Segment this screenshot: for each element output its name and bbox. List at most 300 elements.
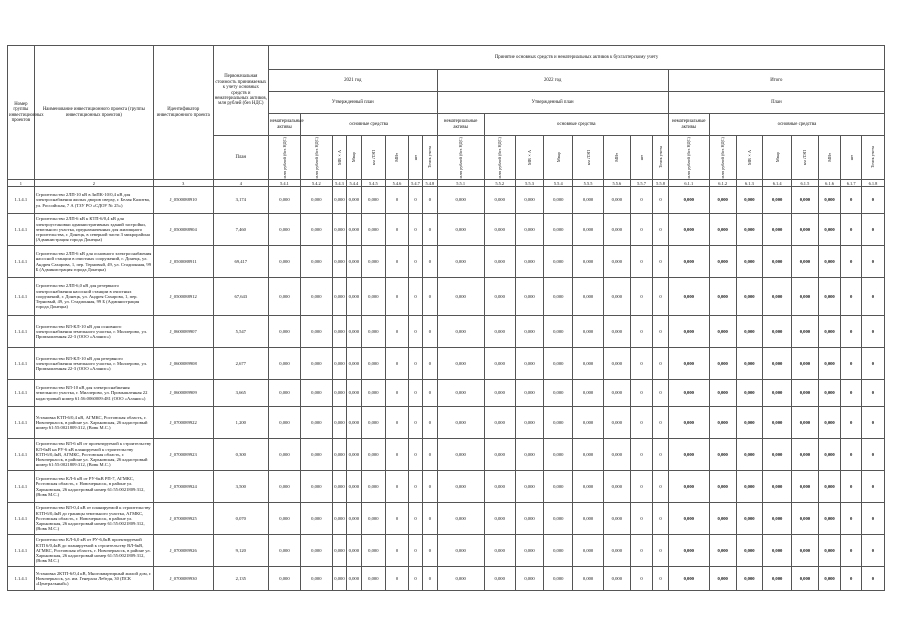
header-group-title: Принятие основных средств и нематериальных активов к бухгалтерскому учету (269, 46, 885, 70)
table-row (8, 214, 885, 246)
row-value-cell: 0,000 (361, 503, 386, 535)
header-fixed-assets-2022: основные средства (484, 114, 668, 136)
row-group-number: 1.1.4.1 (8, 503, 35, 535)
row-value-cell: 0 (653, 407, 668, 439)
unit-sht: шт (630, 136, 653, 180)
row-plan-cost: 2,135 (213, 567, 269, 591)
row-value-cell: 0,000 (709, 471, 736, 503)
row-value-cell: 0,000 (763, 278, 792, 316)
row-value-cell: 0,000 (544, 471, 573, 503)
unit-km: км ЛЭП (792, 136, 819, 180)
row-project-id: J_0500088904 (153, 214, 213, 246)
row-project-name: Строительство ВЛ-6 кВ от проектируемой к строительству КЛ-6кВ на РУ-6 кВ планируемой к строительству КТП-6/0,4кВ, АГМКС, Ростовская область, г. Новочеркасск, в районе ул. Харьковская, 26 кадастровый номер 61:55:0021809:312, (Вовк М.С.) (34, 439, 153, 471)
row-value-cell: 0,000 (269, 503, 301, 535)
row-plan-cost: 3,174 (213, 187, 269, 214)
row-value-cell: 0,000 (603, 503, 630, 535)
row-value-cell: 0,000 (736, 316, 763, 348)
row-project-name: Строительство КЛ-6 кВ от РУ-6кВ РП-7, АГМКС, Ростовская область, г. Новочеркасск, в районе ул. Харьковская, 26 кадастровый номер 61:55:0021809:312, (Вовк М.С.) (34, 471, 153, 503)
row-value-cell: 0,000 (818, 535, 841, 567)
row-value-cell: 0,000 (763, 407, 792, 439)
column-number: 5.5.3 (515, 180, 544, 187)
table-row (8, 407, 885, 439)
row-value-cell: 0 (841, 471, 862, 503)
row-value-cell: 0,000 (792, 567, 819, 591)
row-project-name: Строительство ВЛ-0,4 кВ от планируемой к строительству КТП-6/0,4кВ до границы земельного участка, АГМКС, Ростовская область, г. Новочеркасск, в районе ул. Харьковская, 26 кадастровый номер 61:55:0021809:312, (Вовк М.С.) (34, 503, 153, 535)
row-value-cell: 0 (841, 407, 862, 439)
row-project-id: J_0700089923 (153, 439, 213, 471)
row-value-cell: 0,000 (484, 316, 515, 348)
row-value-cell: 0,000 (269, 471, 301, 503)
row-value-cell: 0 (841, 380, 862, 407)
row-value-cell: 0 (653, 187, 668, 214)
row-value-cell: 0,000 (709, 380, 736, 407)
row-value-cell: 0 (653, 471, 668, 503)
row-value-cell: 0,000 (332, 503, 346, 535)
row-project-name: Строительство ВЛ-КЛ-10 кВ для основного электроснабжения земельного участка, г. Миллерово, ул. Промышленная 22-3 (ООО «Аланис») (34, 316, 153, 348)
row-value-cell: 0,000 (484, 278, 515, 316)
row-group-number: 1.1.4.1 (8, 316, 35, 348)
row-value-cell: 0,000 (484, 187, 515, 214)
row-value-cell: 0,000 (668, 567, 709, 591)
row-value-cell: 0 (386, 439, 409, 471)
row-value-cell: 0 (386, 246, 409, 278)
row-value-cell: 0,000 (603, 567, 630, 591)
unit-points: Точек учета (423, 136, 437, 180)
header-project-id: Идентификатор инвестиционного проекта (153, 46, 213, 180)
row-value-cell: 0,000 (269, 316, 301, 348)
unit-rub: млн рублей (без НДС) (484, 136, 515, 180)
row-value-cell: 0 (423, 380, 437, 407)
row-value-cell: 0,000 (361, 348, 386, 380)
row-value-cell: 0,000 (361, 246, 386, 278)
row-value-cell: 0,000 (792, 503, 819, 535)
column-number: 5.4.2 (300, 180, 332, 187)
row-value-cell: 0,000 (437, 439, 484, 471)
row-value-cell: 0,000 (668, 348, 709, 380)
row-value-cell: 0,000 (763, 380, 792, 407)
row-value-cell: 0 (386, 407, 409, 439)
row-value-cell: 0,000 (573, 348, 604, 380)
row-value-cell: 0,000 (332, 278, 346, 316)
row-value-cell: 0,000 (763, 567, 792, 591)
row-value-cell: 0,000 (792, 278, 819, 316)
row-value-cell: 0,000 (736, 535, 763, 567)
row-value-cell: 0,000 (515, 535, 544, 567)
row-value-cell: 0,000 (347, 187, 361, 214)
unit-rub: млн рублей (без НДС) (709, 136, 736, 180)
row-value-cell: 0,000 (515, 503, 544, 535)
column-number: 5.4.1 (269, 180, 301, 187)
row-value-cell: 0,000 (573, 214, 604, 246)
row-value-cell: 0 (861, 380, 884, 407)
header-group-number: Номер группы инвестиционных проектов (8, 46, 35, 180)
row-value-cell: 0,000 (347, 439, 361, 471)
row-value-cell: 0,000 (361, 567, 386, 591)
row-value-cell: 0 (841, 348, 862, 380)
row-value-cell: 0,000 (603, 278, 630, 316)
row-value-cell: 0 (408, 503, 422, 535)
row-value-cell: 0 (630, 503, 653, 535)
row-group-number: 1.1.4.1 (8, 214, 35, 246)
row-value-cell: 0,000 (763, 535, 792, 567)
unit-sht: шт (841, 136, 862, 180)
row-value-cell: 0,000 (573, 316, 604, 348)
row-value-cell: 0,000 (484, 503, 515, 535)
row-value-cell: 0 (861, 246, 884, 278)
row-value-cell: 0,000 (736, 567, 763, 591)
row-value-cell: 0 (841, 187, 862, 214)
row-project-name: Строительство 2ЛП-6,0 кВ для резервного электроснабжения насосной станции в очистных сооружений, г. Донецк, ул. Андрея Сахарова, 1, пер. Терновый, 49, ул. Стадионная, 99 Б (Администрация города Донецка) (34, 278, 153, 316)
header-approved-plan-2022: Утвержденный план (437, 92, 668, 114)
row-value-cell: 0,000 (544, 439, 573, 471)
row-value-cell: 0 (408, 187, 422, 214)
header-intangible-2022: нематериальные активы (437, 114, 484, 136)
header-plan-label: План (213, 136, 269, 180)
row-value-cell: 0 (653, 246, 668, 278)
row-project-id: J_0500088910 (153, 187, 213, 214)
row-value-cell: 0 (653, 316, 668, 348)
row-value-cell: 0,000 (515, 567, 544, 591)
row-value-cell: 0,000 (709, 187, 736, 214)
row-value-cell: 0,000 (347, 535, 361, 567)
row-project-name: Установка 2КТП-6/0,4 кВ, Многоквартирный жилой дом, г. Новочеркасск, ул. им. Генерала Лебедя, 30 (ПСК «Центральный») (34, 567, 153, 591)
row-value-cell: 0,000 (573, 407, 604, 439)
row-value-cell: 0,000 (332, 407, 346, 439)
row-value-cell: 0 (408, 535, 422, 567)
row-value-cell: 0,000 (709, 316, 736, 348)
row-value-cell: 0,000 (668, 535, 709, 567)
unit-mvar: Мвар (763, 136, 792, 180)
row-value-cell: 0,000 (573, 246, 604, 278)
unit-sht: шт (408, 136, 422, 180)
row-value-cell: 0 (861, 278, 884, 316)
row-value-cell: 0 (423, 214, 437, 246)
row-value-cell: 0,000 (361, 535, 386, 567)
row-plan-cost: 3,500 (213, 471, 269, 503)
table-row (8, 471, 885, 503)
row-value-cell: 0 (386, 348, 409, 380)
row-value-cell: 0 (423, 348, 437, 380)
row-value-cell: 0,000 (573, 471, 604, 503)
row-value-cell: 0 (408, 407, 422, 439)
row-value-cell: 0,000 (347, 407, 361, 439)
column-number: 5.4.3 (332, 180, 346, 187)
row-value-cell: 0 (630, 187, 653, 214)
row-value-cell: 0,000 (437, 187, 484, 214)
row-project-name: Строительство 2ЛП-10 кВ в ЗиПК-10/0,4 кВ для электроснабжения жилых дворов сверху, г. Белая Калитва, ул. Российская, 7 А (ТЗУ РО «СДОУ № 25») (34, 187, 153, 214)
row-value-cell: 0,000 (269, 187, 301, 214)
row-value-cell: 0 (841, 535, 862, 567)
row-value-cell: 0,000 (818, 214, 841, 246)
row-value-cell: 0,000 (437, 471, 484, 503)
row-value-cell: 0 (630, 439, 653, 471)
row-value-cell: 0,000 (300, 187, 332, 214)
row-value-cell: 0 (386, 316, 409, 348)
row-value-cell: 0,000 (763, 316, 792, 348)
row-value-cell: 0,000 (332, 246, 346, 278)
row-value-cell: 0,000 (347, 380, 361, 407)
unit-km: км ЛЭП (361, 136, 386, 180)
row-value-cell: 0,000 (269, 380, 301, 407)
row-value-cell: 0 (841, 503, 862, 535)
row-value-cell: 0 (653, 567, 668, 591)
table-row (8, 246, 885, 278)
row-project-name: Строительство 2ЛП-6 кВ для основного электроснабжения насосной станции в очистных сооружений, г. Донецк, ул. Андрея Сахарова, 1, пер. Терновый, 49, ул. Стадионная, 99 Б (Администрация города Донецка) (34, 246, 153, 278)
row-value-cell: 0,000 (668, 503, 709, 535)
row-project-name: Строительство 2ЛП-6 кВ к КТП-6/0,4 кВ для электроустановки административных зданий застройки, земельного участка, предназначенных для жилищного строительства, г. Донецк, в северной части 3 микрорайона (Администрация города Донецка) (34, 214, 153, 246)
row-project-id: J_0500088912 (153, 278, 213, 316)
unit-rub: млн рублей (без НДС) (300, 136, 332, 180)
row-value-cell: 0,000 (484, 246, 515, 278)
row-value-cell: 0,000 (332, 380, 346, 407)
unit-mvar: Мвар (347, 136, 361, 180)
row-value-cell: 0,000 (300, 380, 332, 407)
row-value-cell: 0 (408, 567, 422, 591)
table-row (8, 348, 885, 380)
row-value-cell: 0 (408, 439, 422, 471)
row-value-cell: 0 (861, 348, 884, 380)
row-group-number: 1.1.4.1 (8, 380, 35, 407)
row-value-cell: 0 (386, 187, 409, 214)
unit-points: Точек учета (653, 136, 668, 180)
row-value-cell: 0,000 (544, 278, 573, 316)
row-value-cell: 0,000 (668, 246, 709, 278)
row-value-cell: 0,000 (736, 503, 763, 535)
row-value-cell: 0 (841, 316, 862, 348)
row-value-cell: 0,000 (332, 187, 346, 214)
row-value-cell: 0,000 (603, 471, 630, 503)
row-value-cell: 0,000 (736, 439, 763, 471)
row-value-cell: 0,000 (515, 348, 544, 380)
column-number: 5.4.7 (408, 180, 422, 187)
row-value-cell: 0,000 (818, 407, 841, 439)
row-project-id: J_0700089922 (153, 407, 213, 439)
investment-table (7, 45, 885, 591)
row-value-cell: 0 (861, 214, 884, 246)
unit-points: Точек учета (861, 136, 884, 180)
row-value-cell: 0,000 (300, 407, 332, 439)
header-fixed-assets-total: основные средства (709, 114, 884, 136)
row-value-cell: 0 (841, 567, 862, 591)
row-value-cell: 0,000 (332, 439, 346, 471)
row-value-cell: 0,000 (484, 567, 515, 591)
row-value-cell: 0 (841, 214, 862, 246)
header-intangible-2021: нематериальные активы (269, 114, 301, 136)
row-value-cell: 0,000 (818, 316, 841, 348)
row-value-cell: 0 (408, 348, 422, 380)
row-value-cell: 0 (386, 380, 409, 407)
row-value-cell: 0,000 (544, 380, 573, 407)
row-project-id: J_0600089908 (153, 348, 213, 380)
unit-mvar: Мвар (544, 136, 573, 180)
row-value-cell: 0,000 (300, 535, 332, 567)
row-value-cell: 0,000 (361, 407, 386, 439)
row-value-cell: 0,000 (515, 471, 544, 503)
row-value-cell: 0,000 (763, 439, 792, 471)
row-project-name: Строительство КЛ-6,0 кВ от РУ-6,0кВ проектируемой КТП 6/0,4кВ до планируемой к строительству ВЛ-6кВ, АГМКС, Ростовская область, г. Новочеркасск, в районе ул. Харьковская, 26 кадастровый номер 61:55:0021809:312, (Вовк М.С.) (34, 535, 153, 567)
row-value-cell: 0,000 (818, 348, 841, 380)
row-value-cell: 0,000 (818, 278, 841, 316)
unit-km: км ЛЭП (573, 136, 604, 180)
row-project-id: J_0600089907 (153, 316, 213, 348)
row-value-cell: 0,000 (484, 348, 515, 380)
row-value-cell: 0,000 (763, 471, 792, 503)
row-value-cell: 0 (386, 471, 409, 503)
row-value-cell: 0,000 (484, 214, 515, 246)
row-value-cell: 0,000 (603, 380, 630, 407)
row-group-number: 1.1.4.1 (8, 187, 35, 214)
row-value-cell: 0,000 (484, 535, 515, 567)
row-value-cell: 0,000 (515, 407, 544, 439)
column-number: 5.4.8 (423, 180, 437, 187)
row-value-cell: 0,000 (736, 246, 763, 278)
row-value-cell: 0,000 (300, 567, 332, 591)
row-value-cell: 0,000 (709, 567, 736, 591)
row-group-number: 1.1.4.1 (8, 535, 35, 567)
column-number: 5.4.6 (386, 180, 409, 187)
row-plan-cost: 0,070 (213, 503, 269, 535)
row-value-cell: 0,000 (269, 567, 301, 591)
row-project-id: J_0700089926 (153, 535, 213, 567)
row-plan-cost: 7,460 (213, 214, 269, 246)
row-value-cell: 0 (630, 567, 653, 591)
row-value-cell: 0 (423, 439, 437, 471)
row-group-number: 1.1.4.1 (8, 471, 35, 503)
row-value-cell: 0 (408, 214, 422, 246)
column-number: 5.5.6 (603, 180, 630, 187)
column-number: 6.1.6 (818, 180, 841, 187)
row-value-cell: 0 (408, 246, 422, 278)
table-row (8, 316, 885, 348)
row-value-cell: 0,000 (792, 407, 819, 439)
row-value-cell: 0,000 (515, 187, 544, 214)
row-value-cell: 0,000 (603, 535, 630, 567)
row-value-cell: 0,000 (361, 187, 386, 214)
row-value-cell: 0,000 (515, 439, 544, 471)
row-value-cell: 0 (841, 278, 862, 316)
row-value-cell: 0,000 (361, 439, 386, 471)
row-value-cell: 0,000 (361, 471, 386, 503)
header-approved-plan-2021: Утвержденный план (269, 92, 437, 114)
row-value-cell: 0,000 (300, 246, 332, 278)
header-year-2022: 2022 год (437, 70, 668, 92)
table-row (8, 278, 885, 316)
row-value-cell: 0,000 (544, 503, 573, 535)
unit-mw: МВт (818, 136, 841, 180)
row-project-name: Строительство ВЛ-КЛ-10 кВ для резервного электроснабжения земельного участка, г. Миллерово, ул. Промышленная 22-3 (ООО «Аланис») (34, 348, 153, 380)
row-value-cell: 0,000 (347, 348, 361, 380)
row-value-cell: 0 (423, 316, 437, 348)
row-value-cell: 0,000 (437, 278, 484, 316)
row-project-id: J_0700089925 (153, 503, 213, 535)
row-value-cell: 0 (630, 348, 653, 380)
row-value-cell: 0 (630, 380, 653, 407)
column-number: 4 (213, 180, 269, 187)
unit-rub: млн рублей (без НДС) (437, 136, 484, 180)
row-value-cell: 0,000 (818, 503, 841, 535)
row-value-cell: 0,000 (818, 246, 841, 278)
row-value-cell: 0,000 (437, 348, 484, 380)
row-project-name: Установка КТП-6/0,4 кВ, АГМКС, Ростовская область, г. Новочеркасск, в районе ул. Харьковская, 26 кадастровый номер 61:55:0021809:312, (Вовк М.С.) (34, 407, 153, 439)
row-value-cell: 0,000 (347, 214, 361, 246)
row-value-cell: 0 (653, 278, 668, 316)
row-value-cell: 0,000 (709, 246, 736, 278)
row-group-number: 1.1.4.1 (8, 348, 35, 380)
row-value-cell: 0 (841, 439, 862, 471)
row-value-cell: 0,000 (818, 380, 841, 407)
row-value-cell: 0 (423, 407, 437, 439)
row-value-cell: 0,000 (347, 278, 361, 316)
row-value-cell: 0 (423, 278, 437, 316)
column-number: 6.1.3 (736, 180, 763, 187)
row-plan-cost: 69,417 (213, 246, 269, 278)
row-value-cell: 0,000 (792, 439, 819, 471)
row-value-cell: 0 (861, 407, 884, 439)
row-value-cell: 0,000 (484, 471, 515, 503)
row-value-cell: 0,000 (437, 316, 484, 348)
row-value-cell: 0,000 (792, 380, 819, 407)
row-value-cell: 0,000 (573, 278, 604, 316)
row-value-cell: 0,000 (763, 348, 792, 380)
row-value-cell: 0,000 (818, 439, 841, 471)
row-value-cell: 0,000 (603, 187, 630, 214)
row-value-cell: 0,000 (300, 316, 332, 348)
row-value-cell: 0,000 (818, 471, 841, 503)
row-value-cell: 0,000 (544, 187, 573, 214)
row-value-cell: 0,000 (361, 316, 386, 348)
row-value-cell: 0,000 (484, 380, 515, 407)
row-value-cell: 0 (861, 471, 884, 503)
row-group-number: 1.1.4.1 (8, 407, 35, 439)
row-plan-cost: 9,120 (213, 535, 269, 567)
row-value-cell: 0,000 (763, 246, 792, 278)
row-value-cell: 0,000 (515, 316, 544, 348)
row-value-cell: 0 (630, 278, 653, 316)
row-value-cell: 0,000 (269, 214, 301, 246)
row-value-cell: 0 (861, 535, 884, 567)
row-value-cell: 0,000 (361, 380, 386, 407)
row-group-number: 1.1.4.1 (8, 278, 35, 316)
row-value-cell: 0,000 (818, 187, 841, 214)
row-value-cell: 0 (653, 380, 668, 407)
row-value-cell: 0,000 (515, 278, 544, 316)
row-value-cell: 0,000 (736, 278, 763, 316)
column-number: 6.1.1 (668, 180, 709, 187)
table-body (8, 187, 885, 591)
row-value-cell: 0,000 (269, 407, 301, 439)
row-value-cell: 0 (630, 214, 653, 246)
row-value-cell: 0,000 (736, 348, 763, 380)
row-value-cell: 0,000 (709, 278, 736, 316)
row-value-cell: 0,000 (763, 503, 792, 535)
row-value-cell: 0,000 (332, 348, 346, 380)
row-value-cell: 0 (653, 439, 668, 471)
row-value-cell: 0,000 (484, 439, 515, 471)
row-value-cell: 0,000 (544, 407, 573, 439)
row-value-cell: 0 (630, 535, 653, 567)
row-value-cell: 0,000 (361, 214, 386, 246)
unit-mva: МВ×А (515, 136, 544, 180)
row-value-cell: 0,000 (603, 348, 630, 380)
row-value-cell: 0,000 (332, 567, 346, 591)
row-value-cell: 0,000 (361, 278, 386, 316)
row-value-cell: 0 (653, 348, 668, 380)
row-value-cell: 0,000 (300, 348, 332, 380)
row-value-cell: 0,000 (668, 214, 709, 246)
column-number: 6.1.4 (763, 180, 792, 187)
column-number: 6.1.8 (861, 180, 884, 187)
column-number: 1 (8, 180, 35, 187)
